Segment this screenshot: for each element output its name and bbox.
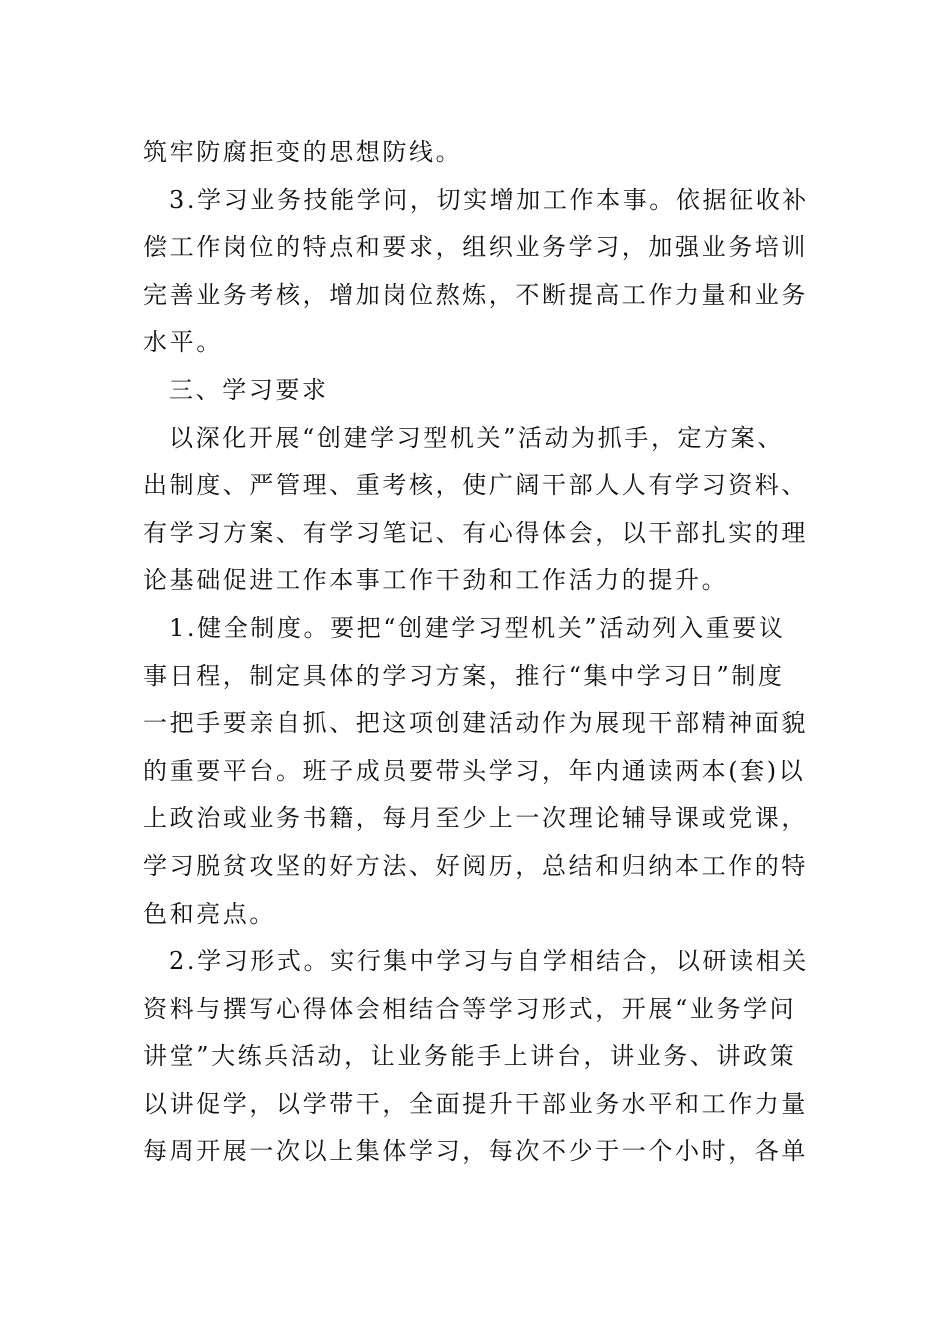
text-line: 上政治或业务书籍，每月至少上一次理论辅导课或党课， (143, 804, 808, 833)
text-line: 完善业务考核，增加岗位熬炼，不断提高工作力量和业务 (143, 280, 808, 309)
text-line: 事日程，制定具体的学习方案，推行“集中学习日”制度 (143, 661, 785, 690)
text-line: 的重要平台。班子成员要带头学习，年内通读两本(套)以 (143, 756, 806, 785)
text-line: 色和亮点。 (143, 899, 276, 928)
text-line: 出制度、严管理、重考核，使广阔干部人人有学习资料、 (143, 471, 808, 500)
text-line: 水平。 (143, 328, 223, 357)
document-body (143, 129, 808, 1176)
text-line: 每周开展一次以上集体学习，每次不少于一个小时，各单 (143, 1137, 808, 1166)
text-line: 以深化开展“创建学习型机关”活动为抓手，定方案、 (169, 423, 784, 452)
text-line: 筑牢防腐拒变的思想防线。 (143, 138, 463, 166)
text-line: 资料与撰写心得体会相结合等学习形式，开展“业务学问 (143, 994, 797, 1023)
text-line: 三、学习要求 (169, 375, 329, 404)
text-line: 1.健全制度。要把“创建学习型机关”活动列入重要议 (169, 613, 786, 642)
text-line: 讲堂”大练兵活动，让业务能手上讲台，讲业务、讲政策 (143, 1042, 797, 1071)
text-line: 有学习方案、有学习笔记、有心得体会，以干部扎实的理 (143, 518, 808, 547)
text-line: 论基础促进工作本事工作干劲和工作活力的提升。 (143, 566, 729, 595)
text-line: 3.学习业务技能学问，切实增加工作本事。依据征收补 (169, 185, 809, 214)
text-line: 偿工作岗位的特点和要求，组织业务学习，加强业务培训 (143, 233, 808, 262)
text-line: 学习脱贫攻坚的好方法、好阅历，总结和归纳本工作的特 (143, 851, 808, 880)
text-line: 以讲促学，以学带干，全面提升干部业务水平和工作力量 (143, 1089, 808, 1118)
text-line: 一把手要亲自抓、把这项创建活动作为展现干部精神面貌 (143, 709, 808, 738)
text-line: 2.学习形式。实行集中学习与自学相结合，以研读相关 (169, 947, 809, 976)
